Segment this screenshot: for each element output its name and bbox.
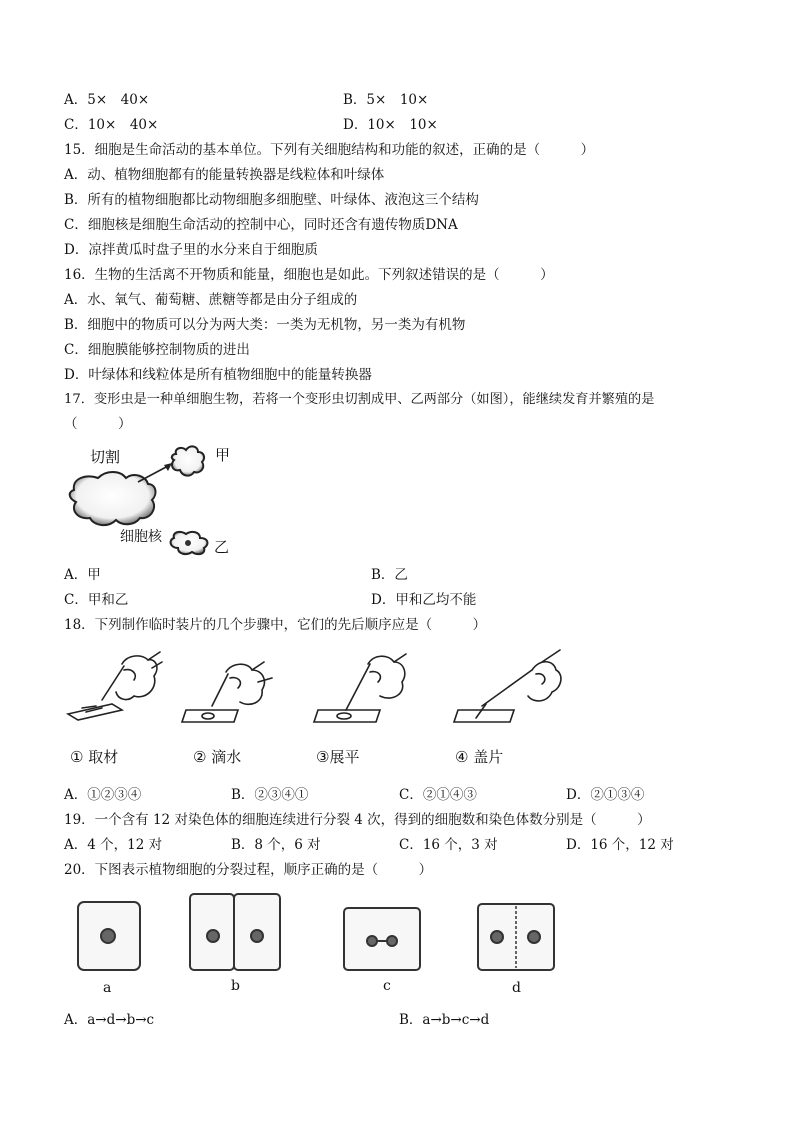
- step2-sketch: [182, 662, 272, 722]
- amoeba-fragment-jia: [172, 446, 204, 475]
- q18-option-d: D．②①③④: [566, 787, 645, 803]
- q15-option-a: A．动、植物细胞都有的能量转换器是线粒体和叶绿体: [64, 167, 385, 183]
- q14-option-c: C．10× 40×: [64, 117, 159, 133]
- q15-option-d: D．凉拌黄瓜时盘子里的水分来自于细胞质: [64, 242, 318, 258]
- q19-option-a: A．4 个，12 对: [64, 837, 163, 853]
- amoeba-figure: [64, 440, 264, 562]
- q17-option-b: B．乙: [371, 567, 408, 583]
- cell-d-label: d: [512, 980, 521, 996]
- q19-option-b: B．8 个，6 对: [231, 837, 321, 853]
- cut-arrow-line: [138, 466, 168, 482]
- q18-option-b: B．②③④①: [231, 787, 309, 803]
- q18-option-a: A．①②③④: [64, 787, 142, 803]
- cell-c-label: c: [383, 978, 391, 994]
- q20-stem: 20．下图表示植物细胞的分裂过程，顺序正确的是（ ）: [64, 862, 433, 878]
- slide-steps-drawing: [62, 648, 562, 728]
- cell-a-label: a: [103, 980, 112, 996]
- step1-sketch: [68, 652, 162, 720]
- cell-division-figure: [70, 892, 560, 1000]
- step-4-caption: ④ 盖片: [455, 748, 504, 766]
- cell-b-label: b: [231, 978, 240, 994]
- q16-option-d: D．叶绿体和线粒体是所有植物细胞中的能量转换器: [64, 367, 372, 383]
- step-1-caption: ① 取材: [70, 748, 119, 766]
- q14-option-a: A．5× 40×: [64, 92, 150, 108]
- q17-stem: 17．变形虫是一种单细胞生物，若将一个变形虫切割成甲、乙两部分（如图），能继续发育并繁殖的是: [64, 392, 655, 407]
- q17-option-c: C．甲和乙: [64, 592, 129, 608]
- q15-option-c: C．细胞核是细胞生命活动的控制中心，同时还含有遗传物质DNA: [64, 217, 458, 233]
- step3-sketch: [314, 654, 406, 722]
- cell-division-drawing: [70, 892, 560, 974]
- jia-label: 甲: [215, 446, 231, 464]
- q17-paren: （ ）: [64, 416, 132, 432]
- cell-a: [78, 902, 140, 970]
- q15-option-b: B．所有的植物细胞都比动物细胞多细胞壁、叶绿体、液泡这三个结构: [64, 192, 479, 208]
- q20-option-a: A．a→d→b→c: [64, 1012, 155, 1028]
- q17-option-d: D．甲和乙均不能: [371, 592, 477, 608]
- cell-c: [344, 908, 420, 970]
- nucleus-dot: [185, 540, 191, 546]
- q14-option-d: D．10× 10×: [343, 117, 438, 133]
- q14-option-b: B．5× 10×: [343, 92, 429, 108]
- q17-option-a: A．甲: [64, 567, 101, 583]
- nucleus-label: 细胞核: [120, 529, 162, 545]
- q16-option-a: A．水、氧气、葡萄糖、蔗糖等都是由分子组成的: [64, 292, 358, 308]
- q19-option-d: D．16 个，12 对: [566, 837, 674, 853]
- step4-sketch: [454, 650, 561, 722]
- q18-option-c: C．②①④③: [399, 787, 477, 803]
- q18-stem: 18．下列制作临时装片的几个步骤中，它们的先后顺序应是（ ）: [64, 617, 487, 633]
- q16-stem: 16．生物的生活离不开物质和能量，细胞也是如此。下列叙述错误的是（ ）: [64, 267, 554, 283]
- slide-steps-figure: [62, 648, 562, 773]
- cell-b: [190, 894, 280, 970]
- cut-label: 切割: [90, 448, 121, 466]
- step-3-caption: ③展平: [316, 748, 360, 766]
- cell-d: [478, 904, 554, 970]
- q16-option-c: C．细胞膜能够控制物质的进出: [64, 342, 250, 358]
- q16-option-b: B．细胞中的物质可以分为两大类：一类为无机物，另一类为有机物: [64, 317, 466, 333]
- q19-stem: 19．一个含有 12 对染色体的细胞连续进行分裂 4 次，得到的细胞数和染色体数分别是（ ）: [64, 812, 651, 828]
- q19-option-c: C．16 个，3 对: [399, 837, 498, 853]
- q15-stem: 15．细胞是生命活动的基本单位。下列有关细胞结构和功能的叙述，正确的是（ ）: [64, 142, 595, 158]
- q20-option-b: B．a→b→c→d: [399, 1012, 490, 1028]
- yi-label: 乙: [214, 538, 230, 556]
- step-2-caption: ② 滴水: [193, 748, 242, 766]
